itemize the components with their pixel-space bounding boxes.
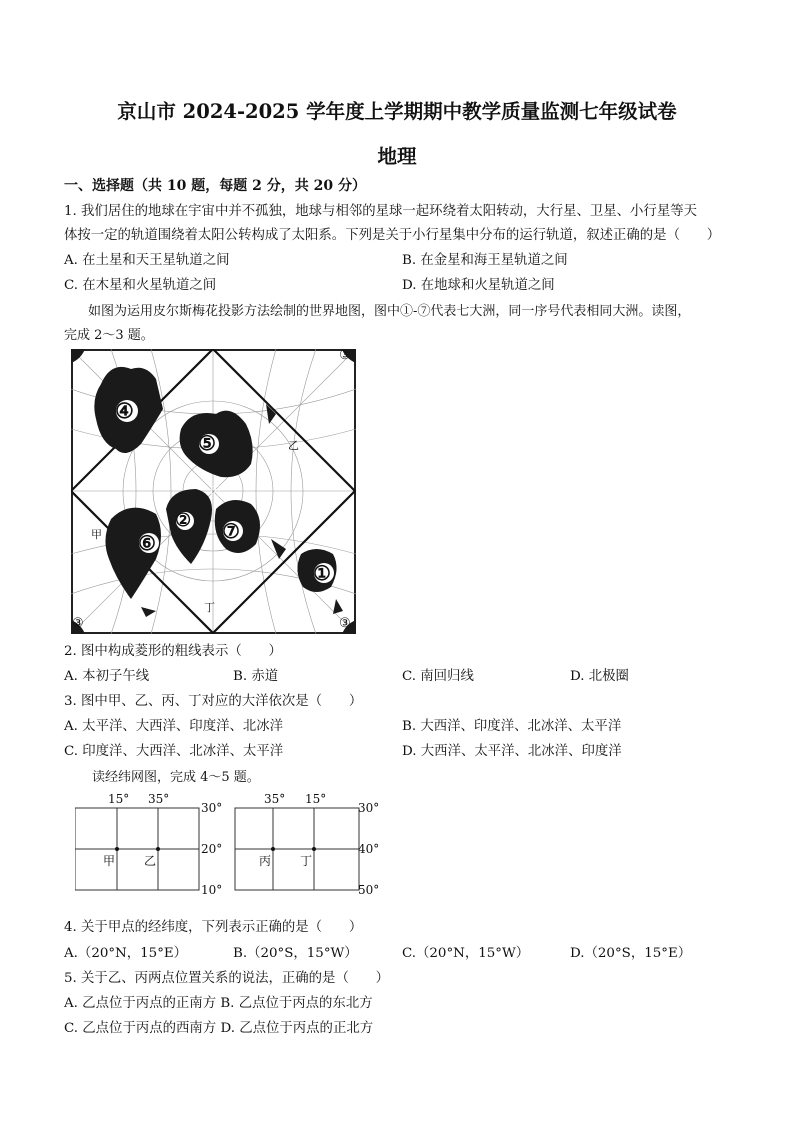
grid-right-lon-1: 35°	[264, 792, 286, 806]
grid-right-lon-2: 15°	[305, 792, 327, 806]
q3-stem: 3. 图中甲、乙、丙、丁对应的大洋依次是（ ）	[64, 694, 363, 709]
q1-option-b: B. 在金星和海王星轨道之间	[402, 253, 568, 268]
map-label-bing: 丙	[210, 485, 221, 498]
q4-option-a: A.（20°N，15°E）	[64, 946, 188, 961]
map-label-5: ⑤	[198, 431, 216, 455]
q1-stem-line2: 体按一定的轨道围绕着太阳公转构成了太阳系。下列是关于小行星集中分布的运行轨道，叙述正确的是（ ）	[64, 228, 721, 243]
q3-option-b: B. 大西洋、印度洋、北冰洋、太平洋	[402, 719, 622, 734]
q1-option-d: D. 在地球和火星轨道之间	[402, 278, 555, 293]
grid-point-bing: 丙	[259, 854, 272, 868]
map-label-1: ①	[313, 561, 331, 585]
world-map-figure	[71, 349, 356, 634]
q2-option-c: C. 南回归线	[402, 669, 474, 684]
q3-option-a: A. 太平洋、大西洋、印度洋、北冰洋	[64, 719, 284, 734]
subject-title: 地理	[377, 145, 417, 168]
map-label-yi: 乙	[288, 439, 299, 452]
q3-option-d: D. 大西洋、太平洋、北冰洋、印度洋	[402, 744, 622, 759]
intro-q2-3-line1: 如图为运用皮尔斯梅花投影方法绘制的世界地图，图中①-⑦代表七大洲，同一序号代表相同大洲。读图，	[88, 304, 691, 319]
grid-left-lat-1: 30°	[201, 801, 223, 815]
intro-q2-3-line2: 完成 2～3 题。	[64, 328, 154, 343]
grid-right-lat-3: 50°	[358, 883, 380, 897]
exam-title: 京山市 2024-2025 学年度上学期期中教学质量监测七年级试卷	[117, 100, 677, 123]
q2-option-d: D. 北极圈	[570, 669, 629, 684]
grid-left-lon-1: 15°	[108, 792, 130, 806]
grid-left-lat-3: 10°	[201, 883, 223, 897]
q2-option-b: B. 赤道	[233, 669, 279, 684]
grid-left-lon-2: 35°	[148, 792, 170, 806]
map-label-6: ⑥	[138, 531, 156, 555]
q2-stem: 2. 图中构成菱形的粗线表示（ ）	[64, 644, 282, 659]
q4-option-c: C.（20°N，15°W）	[402, 946, 530, 961]
section-heading: 一、选择题（共 10 题，每题 2 分，共 20 分）	[64, 178, 366, 194]
map-label-7: ⑦	[222, 519, 240, 543]
q1-option-a: A. 在土星和天王星轨道之间	[64, 253, 230, 268]
intro-q4-5: 读经纬网图，完成 4～5 题。	[92, 770, 260, 785]
q5-options-ab: A. 乙点位于丙点的正南方 B. 乙点位于丙点的东北方	[64, 996, 373, 1011]
map-label-3-top: ③	[339, 348, 351, 363]
map-label-jia: 甲	[91, 528, 102, 541]
q2-option-a: A. 本初子午线	[64, 669, 150, 684]
q4-option-d: D.（20°S，15°E）	[570, 946, 692, 961]
map-label-3-bottom-left: ③	[72, 616, 84, 631]
grid-point-yi: 乙	[144, 854, 157, 868]
grid-right-lat-2: 40°	[358, 842, 380, 856]
map-label-3-bottom-right: ③	[339, 616, 351, 631]
lat-lon-grid-figure	[75, 792, 380, 904]
map-label-ding: 丁	[204, 601, 215, 614]
map-label-2: ②	[175, 510, 192, 531]
q5-stem: 5. 关于乙、丙两点位置关系的说法，正确的是（ ）	[64, 971, 390, 986]
q4-option-b: B.（20°S，15°W）	[233, 946, 358, 961]
grid-point-jia: 甲	[103, 854, 116, 868]
grid-point-ding: 丁	[300, 854, 313, 868]
grid-left-lat-2: 20°	[201, 842, 223, 856]
q3-option-c: C. 印度洋、大西洋、北冰洋、太平洋	[64, 744, 284, 759]
map-label-4: ④	[115, 398, 134, 423]
q5-options-cd: C. 乙点位于丙点的西南方 D. 乙点位于丙点的正北方	[64, 1021, 374, 1036]
q1-stem-line1: 1. 我们居住的地球在宇宙中并不孤独，地球与相邻的星球一起环绕着太阳转动，大行星、卫星、小行星等天	[64, 204, 697, 219]
grid-right-lat-1: 30°	[358, 801, 380, 815]
q4-stem: 4. 关于甲点的经纬度，下列表示正确的是（ ）	[64, 920, 363, 935]
q1-option-c: C. 在木星和火星轨道之间	[64, 278, 217, 293]
